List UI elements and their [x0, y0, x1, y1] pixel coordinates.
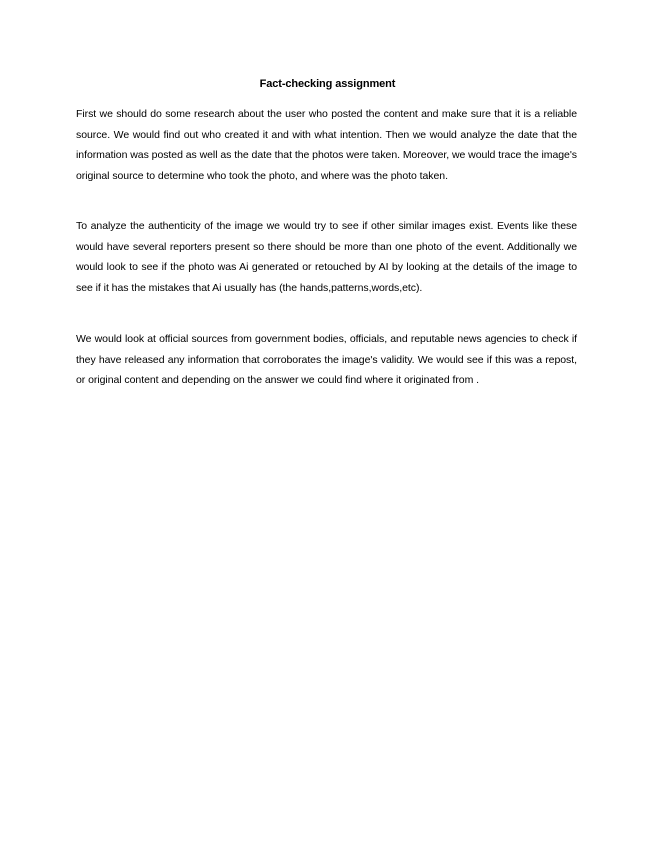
paragraph-research-user: First we should do some research about the user who posted the content and make sure that it is a reliable source. We would find out who created it and with what intention. Then we would analyze the date that the information was posted as well as the date that the photos were taken. Moreover, we would trace the image's original source to determine who took the photo, and where was the photo taken. — [76, 108, 577, 182]
paragraph-official-sources: We would look at official sources from government bodies, officials, and reputable news agencies to check if they have released any information that corroborates the image's validity. We would see if this was a repost, or original content and depending on the answer we could find where it originated from . — [76, 333, 577, 386]
paragraph-authenticity: To analyze the authenticity of the image we would try to see if other similar images exist. Events like these would have several reporters present so there should be more than one photo of the event. Additionally we would look to see if the photo was Ai generated or retouched by AI by looking at the details of the image to see if it has the mistakes that Ai usually has (the hands,patterns,words,etc). — [76, 220, 577, 294]
document-title: Fact-checking assignment — [259, 78, 396, 90]
